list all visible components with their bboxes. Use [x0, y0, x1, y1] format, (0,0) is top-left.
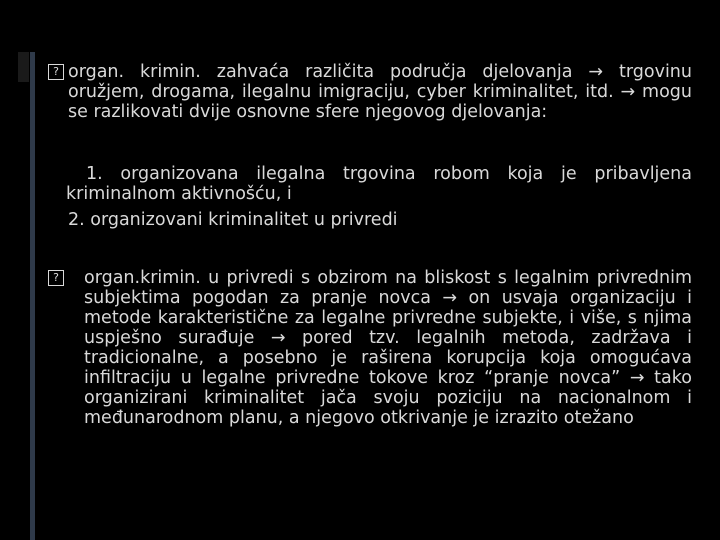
slide-content — [48, 62, 692, 428]
bullet-2-text: organ.krimin. u privredi s obzirom na bliskost s legalnim privrednim subjektima pogodan za pranje novca → on usvaja organizaciju i metode karakteristične za legalne privredne subjekte, i više, s njima uspješno surađuje → pored tzv. legalnih metoda, zadržava i tradicionalne, a posebno je raširena korupcija koja omogućava infiltraciju u legalne privredne tokove kroz “pranje novca” → tako organizirani kriminalitet jača svoju poziciju na nacionalnom i međunarodnom planu, a njegovo otkrivanje je izrazito otežano — [84, 268, 692, 428]
bullet-item-2 — [48, 268, 692, 428]
accent-bar-vertical — [30, 52, 35, 540]
bullet-item-1 — [48, 62, 692, 122]
sub-list — [66, 164, 692, 230]
accent-bar-dark — [18, 52, 29, 82]
sub-item-1: 1. organizovana ilegalna trgovina robom koja je pribavljena kriminalnom aktivnošću, i — [66, 164, 692, 204]
sub-item-2: 2. organizovani kriminalitet u privredi — [68, 210, 398, 230]
missing-glyph-box-icon: ? — [48, 270, 64, 286]
bullet-1-text: organ. krimin. zahvaća različita područja djelovanja → trgovinu oružjem, drogama, ilegalnu imigraciju, cyber kriminalitet, itd. → mogu se razlikovati dvije osnovne sfere njegovog djelovanja: — [68, 62, 692, 122]
missing-glyph-box-icon: ? — [48, 64, 64, 80]
